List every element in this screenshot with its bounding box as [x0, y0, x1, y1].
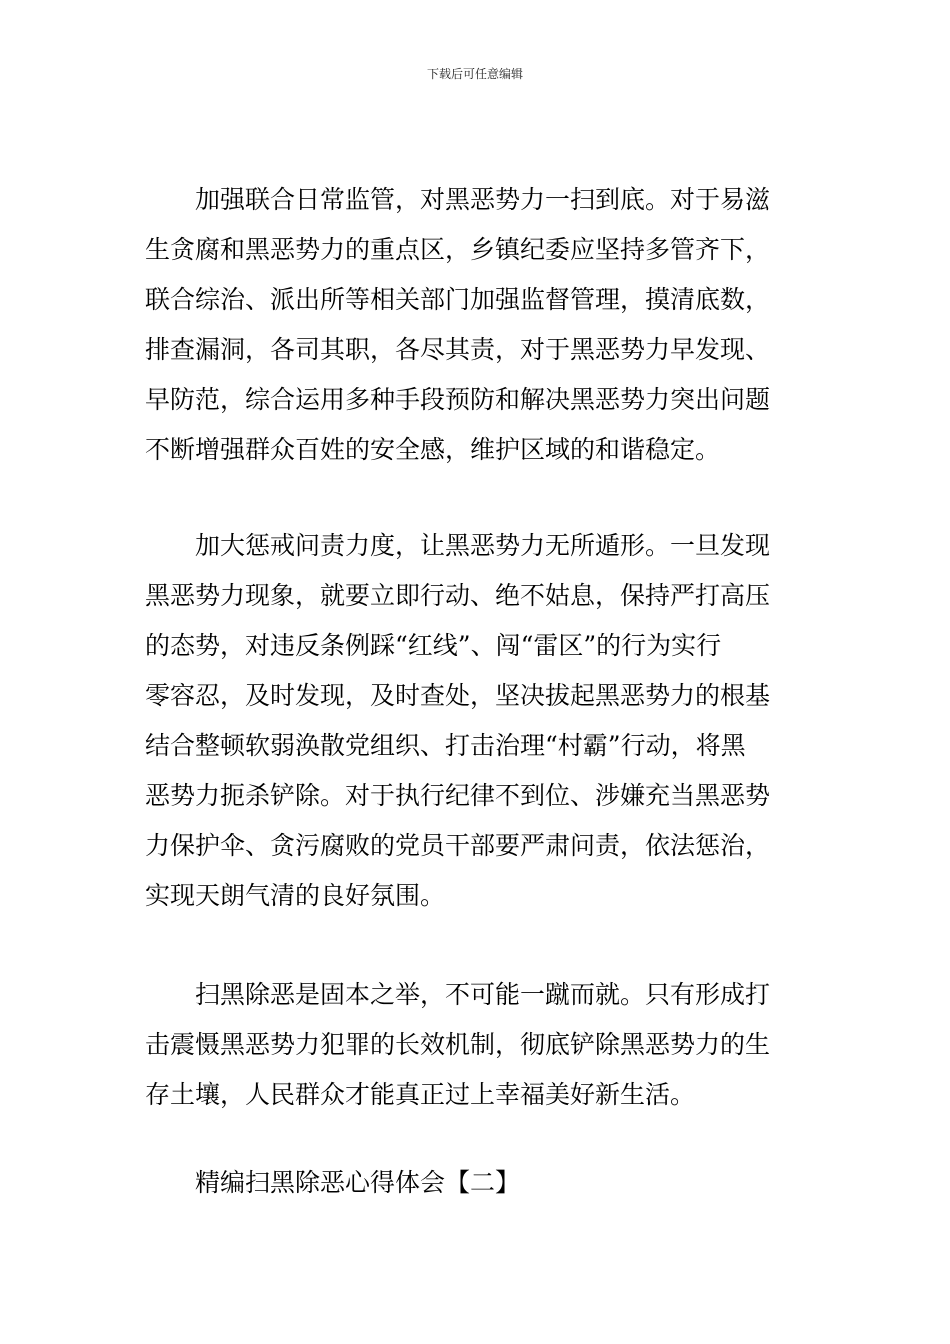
paragraph-line: 恶势力扼杀铲除。对于执行纪律不到位、涉嫌充当黑恶势: [145, 781, 771, 810]
paragraph-line: 黑恶势力现象，就要立即行动、绝不姑息，保持严打高压: [145, 581, 771, 610]
paragraph-line: 生贪腐和黑恶势力的重点区，乡镇纪委应坚持多管齐下，: [145, 235, 771, 264]
paragraph-line: 力保护伞、贪污腐败的党员干部要严肃问责，依法惩治，: [145, 831, 771, 860]
paragraph-line: 实现天朗气清的良好氛围。: [145, 881, 446, 910]
header-note: 下载后可任意编辑: [426, 67, 523, 81]
paragraph-line: 的态势，对违反条例踩“红线”、闯“雷区”的行为实行: [145, 631, 722, 660]
paragraph-line: 早防范，综合运用多种手段预防和解决黑恶势力突出问题: [145, 385, 771, 414]
paragraph-line: 零容忍，及时发现，及时查处，坚决拔起黑恶势力的根基: [145, 681, 771, 710]
paragraph-1: [145, 175, 805, 475]
paragraph-line: 存土壤，人民群众才能真正过上幸福美好新生活。: [145, 1080, 696, 1109]
paragraph-line: 结合整顿软弱涣散党组织、打击治理“村霸”行动，将黑: [145, 731, 746, 760]
paragraph-line: 加强联合日常监管，对黑恶势力一扫到底。对于易滋: [195, 185, 771, 214]
paragraph-line: 加大惩戒问责力度，让黑恶势力无所遁形。一旦发现: [195, 531, 771, 560]
paragraph-line: 不断增强群众百姓的安全感，维护区域的和谐稳定。: [145, 435, 721, 464]
paragraph-3: [145, 970, 805, 1120]
paragraph-line: 排查漏洞，各司其职，各尽其责，对于黑恶势力早发现、: [145, 335, 771, 364]
document-body: [145, 175, 805, 1208]
paragraph-2: [145, 521, 805, 921]
paragraph-line: 联合综治、派出所等相关部门加强监督管理，摸清底数，: [145, 285, 771, 314]
paragraph-line: 扫黑除恶是固本之举，不可能一蹴而就。只有形成打: [195, 980, 771, 1009]
section-title: 精编扫黑除恶心得体会【二】: [195, 1168, 521, 1197]
paragraph-line: 击震慑黑恶势力犯罪的长效机制，彻底铲除黑恶势力的生: [145, 1030, 771, 1059]
